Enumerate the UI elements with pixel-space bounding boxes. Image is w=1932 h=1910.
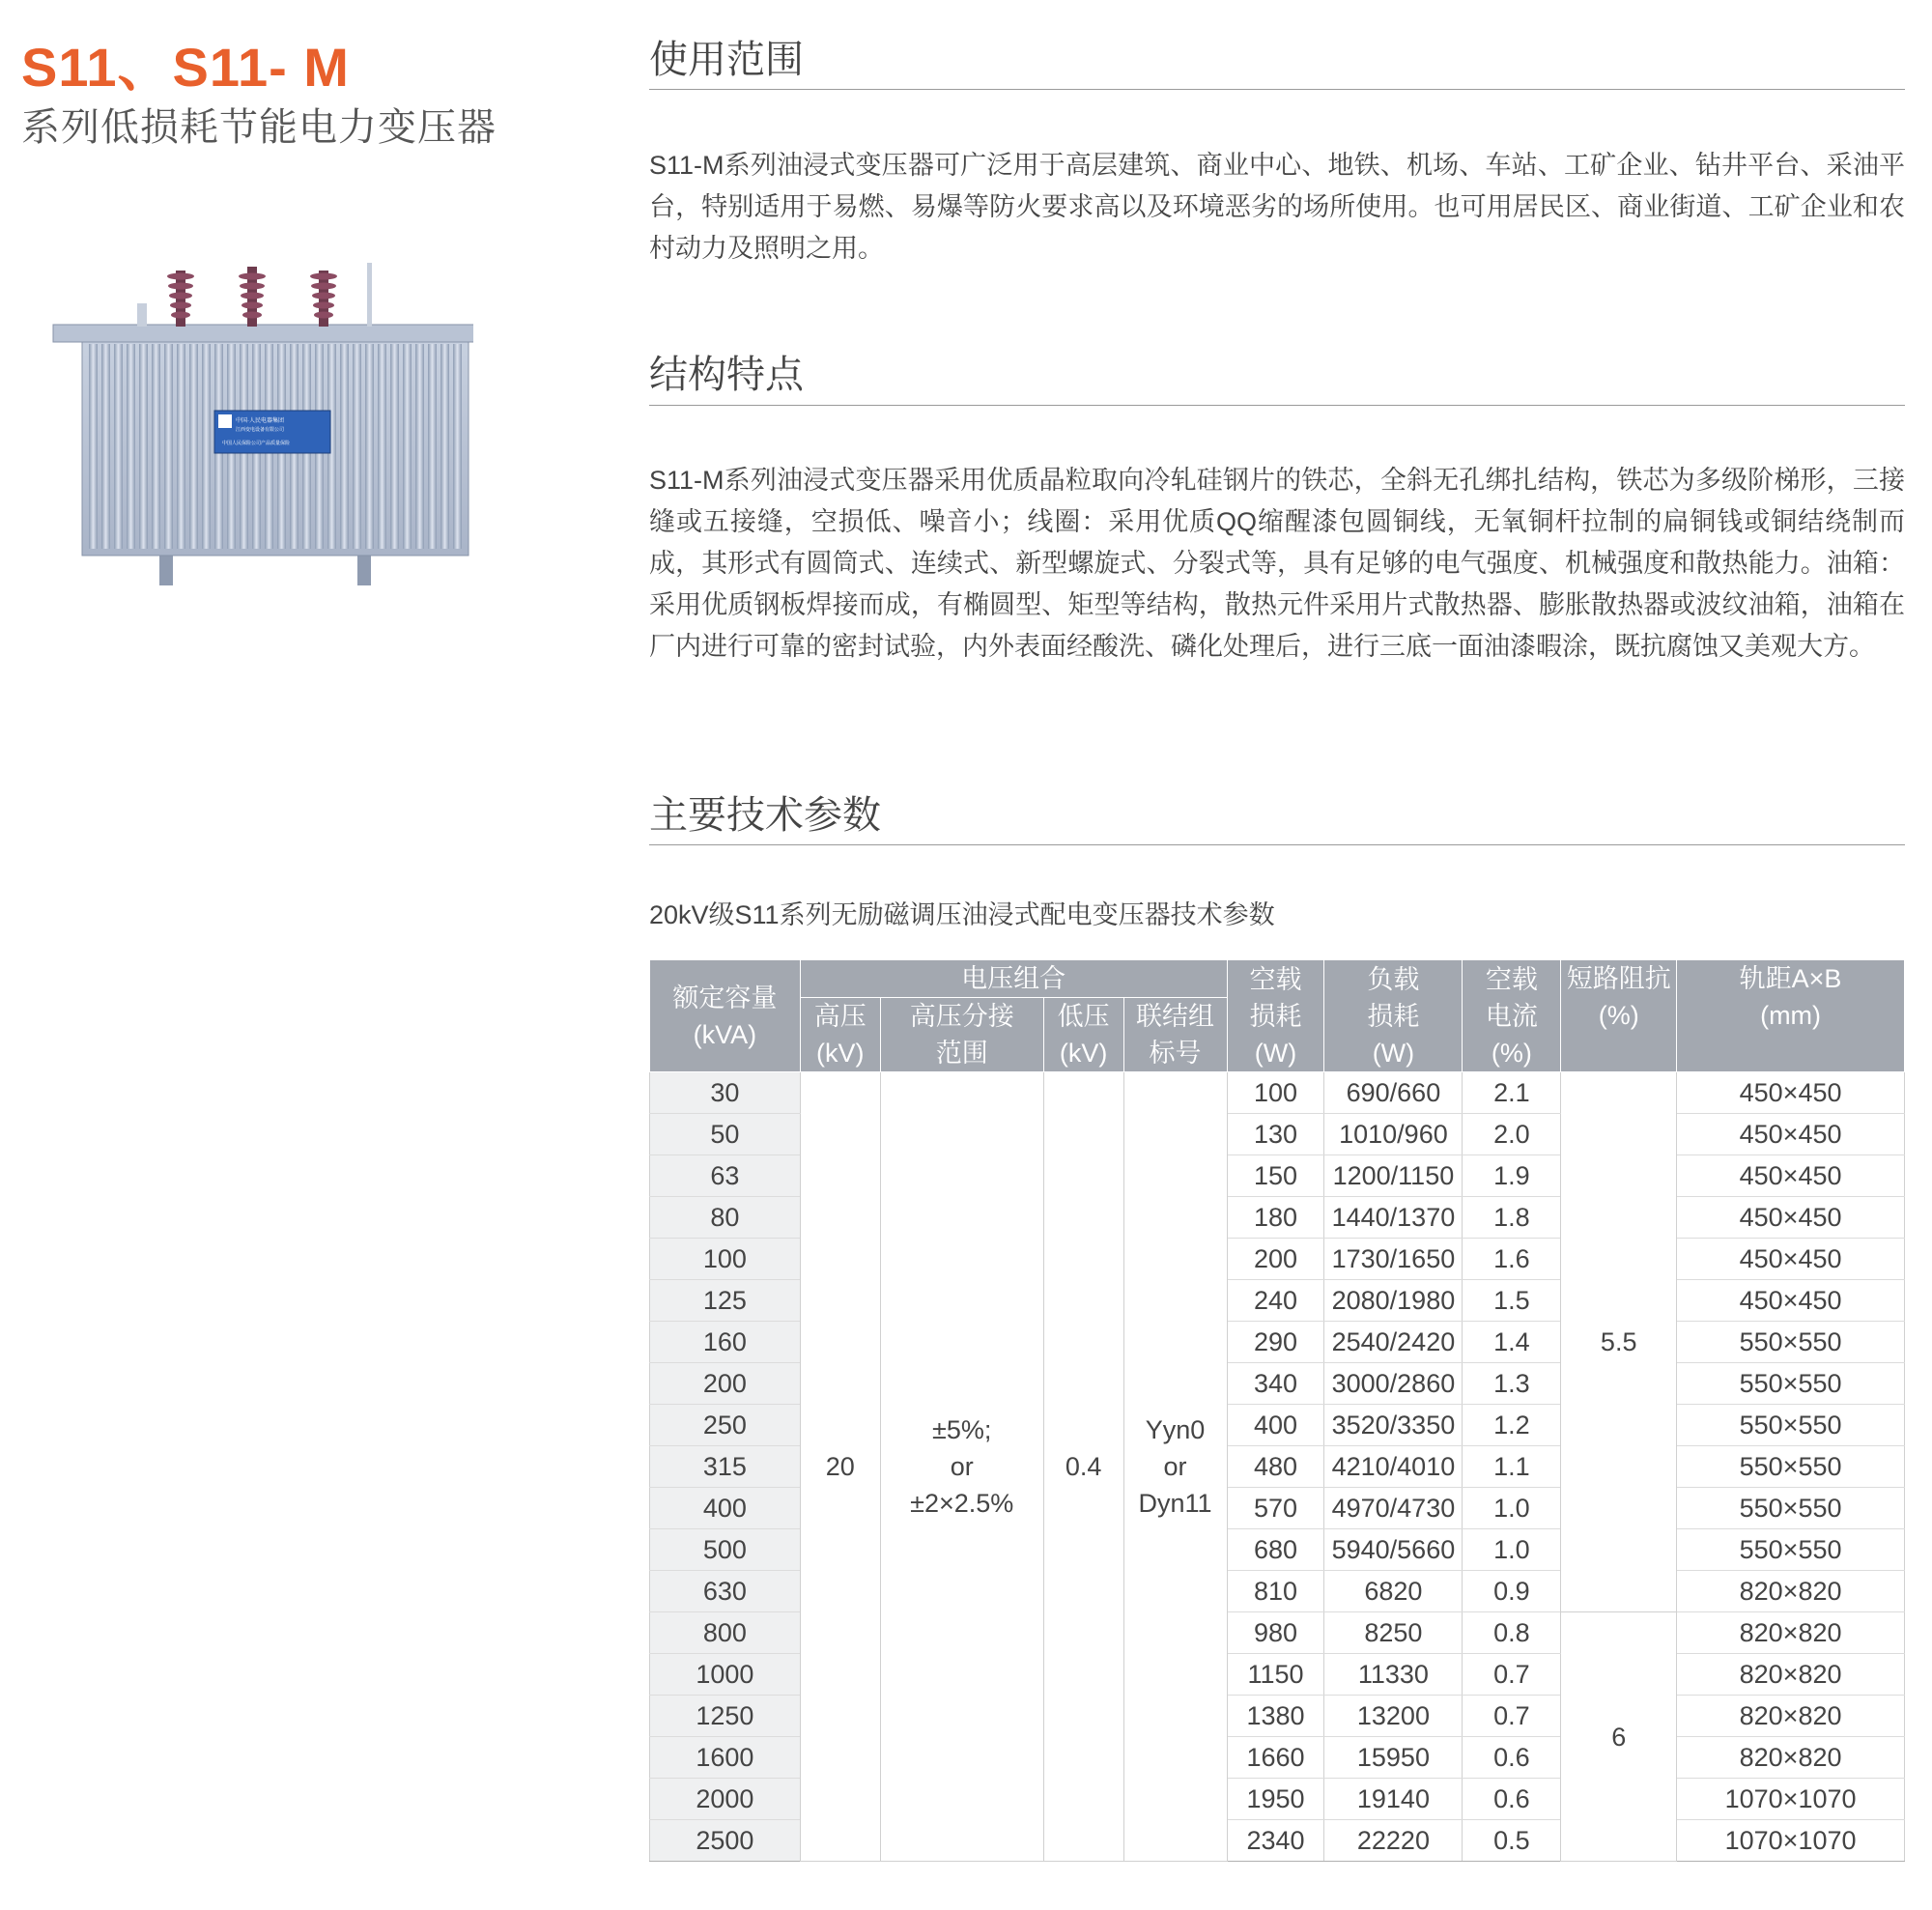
load-loss-cell: 3000/2860: [1324, 1363, 1463, 1405]
load-loss-cell: 2080/1980: [1324, 1280, 1463, 1322]
load-loss-cell: 1010/960: [1324, 1114, 1463, 1155]
capacity-cell: 2000: [650, 1779, 801, 1820]
load-loss-cell: 4970/4730: [1324, 1488, 1463, 1529]
gauge-cell: 550×550: [1677, 1488, 1905, 1529]
header-hv: 高压 (kV): [800, 998, 880, 1072]
load-loss-cell: 5940/5660: [1324, 1529, 1463, 1571]
gauge-cell: 450×450: [1677, 1197, 1905, 1239]
load-loss-cell: 3520/3350: [1324, 1405, 1463, 1446]
parameters-table: [649, 959, 1905, 1862]
load-loss-cell: 11330: [1324, 1654, 1463, 1696]
gauge-cell: 450×450: [1677, 1072, 1905, 1114]
capacity-cell: 1600: [650, 1737, 801, 1779]
no-load-loss-cell: 340: [1227, 1363, 1324, 1405]
no-load-current-cell: 0.8: [1463, 1612, 1561, 1654]
capacity-cell: 30: [650, 1072, 801, 1114]
no-load-loss-cell: 200: [1227, 1239, 1324, 1280]
no-load-loss-cell: 810: [1227, 1571, 1324, 1612]
header-lv: 低压 (kV): [1043, 998, 1123, 1072]
table-row: [650, 1072, 1905, 1114]
no-load-current-cell: 2.1: [1463, 1072, 1561, 1114]
gauge-cell: 450×450: [1677, 1114, 1905, 1155]
no-load-current-cell: 1.4: [1463, 1322, 1561, 1363]
section-divider: [649, 844, 1905, 845]
capacity-cell: 100: [650, 1239, 801, 1280]
header-vector-group: 联结组 标号: [1123, 998, 1227, 1072]
no-load-loss-cell: 1380: [1227, 1696, 1324, 1737]
no-load-loss-cell: 240: [1227, 1280, 1324, 1322]
load-loss-cell: 4210/4010: [1324, 1446, 1463, 1488]
usage-paragraph: S11-M系列油浸式变压器可广泛用于高层建筑、商业中心、地铁、机场、车站、工矿企业、钻井平台、采油平台，特别适用于易燃、易爆等防火要求高以及环境恶劣的场所使用。也可用居民区、商业街道、工矿企业和农村动力及照明之用。: [649, 151, 1905, 263]
no-load-loss-cell: 400: [1227, 1405, 1324, 1446]
capacity-cell: 200: [650, 1363, 801, 1405]
section-heading-parameters: 主要技术参数: [649, 794, 881, 837]
nameplate-line-2: 江西变电设备有限公司: [236, 427, 285, 433]
load-loss-cell: 6820: [1324, 1571, 1463, 1612]
gauge-cell: 820×820: [1677, 1654, 1905, 1696]
no-load-current-cell: 1.1: [1463, 1446, 1561, 1488]
load-loss-cell: 19140: [1324, 1779, 1463, 1820]
gauge-cell: 820×820: [1677, 1612, 1905, 1654]
capacity-cell: 2500: [650, 1820, 801, 1862]
gauge-cell: 550×550: [1677, 1446, 1905, 1488]
capacity-cell: 400: [650, 1488, 801, 1529]
no-load-current-cell: 0.9: [1463, 1571, 1561, 1612]
capacity-cell: 315: [650, 1446, 801, 1488]
section-heading-structure: 结构特点: [649, 354, 804, 396]
lv-cell: 0.4: [1043, 1072, 1123, 1862]
header-gauge: 轨距A×B (mm): [1677, 960, 1905, 1072]
table-caption: 20kV级S11系列无励磁调压油浸式配电变压器技术参数: [649, 900, 1275, 929]
gauge-cell: 820×820: [1677, 1737, 1905, 1779]
gauge-cell: 820×820: [1677, 1696, 1905, 1737]
header-impedance: 短路阻抗 (%): [1561, 960, 1677, 1072]
no-load-current-cell: 1.5: [1463, 1280, 1561, 1322]
no-load-current-cell: 0.6: [1463, 1779, 1561, 1820]
no-load-current-cell: 1.6: [1463, 1239, 1561, 1280]
load-loss-cell: 1200/1150: [1324, 1155, 1463, 1197]
capacity-cell: 1250: [650, 1696, 801, 1737]
no-load-current-cell: 2.0: [1463, 1114, 1561, 1155]
section-divider: [649, 405, 1905, 406]
load-loss-cell: 8250: [1324, 1612, 1463, 1654]
no-load-loss-cell: 1150: [1227, 1654, 1324, 1696]
no-load-current-cell: 1.0: [1463, 1529, 1561, 1571]
header-tap-range: 高压分接 范围: [880, 998, 1043, 1072]
no-load-loss-cell: 130: [1227, 1114, 1324, 1155]
capacity-cell: 800: [650, 1612, 801, 1654]
header-capacity: 额定容量 (kVA): [650, 960, 801, 1072]
capacity-cell: 125: [650, 1280, 801, 1322]
load-loss-cell: 1440/1370: [1324, 1197, 1463, 1239]
nameplate-line-1: 中国·人民电器集团: [236, 418, 284, 424]
capacity-cell: 160: [650, 1322, 801, 1363]
structure-paragraph: S11-M系列油浸式变压器采用优质晶粒取向冷轧硅钢片的铁芯，全斜无孔绑扎结构，铁芯为多级阶梯形，三接缝或五接缝，空损低、噪音小；线圈：采用优质QQ缩醒漆包圆铜线，无氧铜杆拉制的扁铜钱或铜结绕制而成，其形式有圆筒式、连续式、新型螺旋式、分裂式等，具有足够的电气强度、机械强度和散热能力。油箱：采用优质钢板焊接而成，有椭圆型、矩型等结构，散热元件采用片式散热器、膨胀散热器或波纹油箱，油箱在厂内进行可靠的密封试验，内外表面经酸洗、磷化处理后，进行三底一面油漆暇涂，既抗腐蚀又美观大方。: [649, 466, 1905, 661]
no-load-current-cell: 1.2: [1463, 1405, 1561, 1446]
capacity-cell: 500: [650, 1529, 801, 1571]
capacity-cell: 630: [650, 1571, 801, 1612]
capacity-cell: 80: [650, 1197, 801, 1239]
no-load-loss-cell: 180: [1227, 1197, 1324, 1239]
gauge-cell: 450×450: [1677, 1239, 1905, 1280]
transformer-image: [48, 261, 473, 589]
no-load-loss-cell: 680: [1227, 1529, 1324, 1571]
header-no-load-loss: 空载 损耗 (W): [1227, 960, 1324, 1072]
header-voltage-group: 电压组合: [800, 960, 1227, 998]
impedance-cell: 6: [1561, 1612, 1677, 1862]
no-load-loss-cell: 290: [1227, 1322, 1324, 1363]
no-load-loss-cell: 1660: [1227, 1737, 1324, 1779]
no-load-current-cell: 1.0: [1463, 1488, 1561, 1529]
gauge-cell: 450×450: [1677, 1280, 1905, 1322]
capacity-cell: 1000: [650, 1654, 801, 1696]
no-load-loss-cell: 480: [1227, 1446, 1324, 1488]
gauge-cell: 450×450: [1677, 1155, 1905, 1197]
load-loss-cell: 690/660: [1324, 1072, 1463, 1114]
no-load-loss-cell: 980: [1227, 1612, 1324, 1654]
gauge-cell: 550×550: [1677, 1405, 1905, 1446]
no-load-current-cell: 0.7: [1463, 1696, 1561, 1737]
gauge-cell: 820×820: [1677, 1571, 1905, 1612]
tap-range-cell: ±5%; or ±2×2.5%: [880, 1072, 1043, 1862]
section-heading-usage: 使用范围: [649, 39, 804, 81]
gauge-cell: 1070×1070: [1677, 1820, 1905, 1862]
table-header-row: [650, 960, 1905, 998]
impedance-cell: 5.5: [1561, 1072, 1677, 1612]
load-loss-cell: 13200: [1324, 1696, 1463, 1737]
gauge-cell: 550×550: [1677, 1529, 1905, 1571]
no-load-current-cell: 0.5: [1463, 1820, 1561, 1862]
load-loss-cell: 2540/2420: [1324, 1322, 1463, 1363]
no-load-current-cell: 1.3: [1463, 1363, 1561, 1405]
no-load-current-cell: 1.9: [1463, 1155, 1561, 1197]
hv-cell: 20: [800, 1072, 880, 1862]
no-load-loss-cell: 150: [1227, 1155, 1324, 1197]
capacity-cell: 250: [650, 1405, 801, 1446]
product-title: S11、S11- M: [21, 37, 350, 98]
load-loss-cell: 15950: [1324, 1737, 1463, 1779]
no-load-current-cell: 1.8: [1463, 1197, 1561, 1239]
no-load-loss-cell: 570: [1227, 1488, 1324, 1529]
product-subtitle: 系列低损耗节能电力变压器: [21, 106, 497, 149]
capacity-cell: 63: [650, 1155, 801, 1197]
no-load-loss-cell: 2340: [1227, 1820, 1324, 1862]
load-loss-cell: 1730/1650: [1324, 1239, 1463, 1280]
header-load-loss: 负载 损耗 (W): [1324, 960, 1463, 1072]
no-load-loss-cell: 1950: [1227, 1779, 1324, 1820]
gauge-cell: 550×550: [1677, 1322, 1905, 1363]
gauge-cell: 550×550: [1677, 1363, 1905, 1405]
no-load-current-cell: 0.6: [1463, 1737, 1561, 1779]
capacity-cell: 50: [650, 1114, 801, 1155]
vector-group-cell: Yyn0 or Dyn11: [1123, 1072, 1227, 1862]
no-load-loss-cell: 100: [1227, 1072, 1324, 1114]
section-divider: [649, 89, 1905, 90]
gauge-cell: 1070×1070: [1677, 1779, 1905, 1820]
header-no-load-current: 空载 电流 (%): [1463, 960, 1561, 1072]
nameplate-line-3: 中国人民保险公司产品质量保险: [222, 441, 291, 446]
load-loss-cell: 22220: [1324, 1820, 1463, 1862]
no-load-current-cell: 0.7: [1463, 1654, 1561, 1696]
